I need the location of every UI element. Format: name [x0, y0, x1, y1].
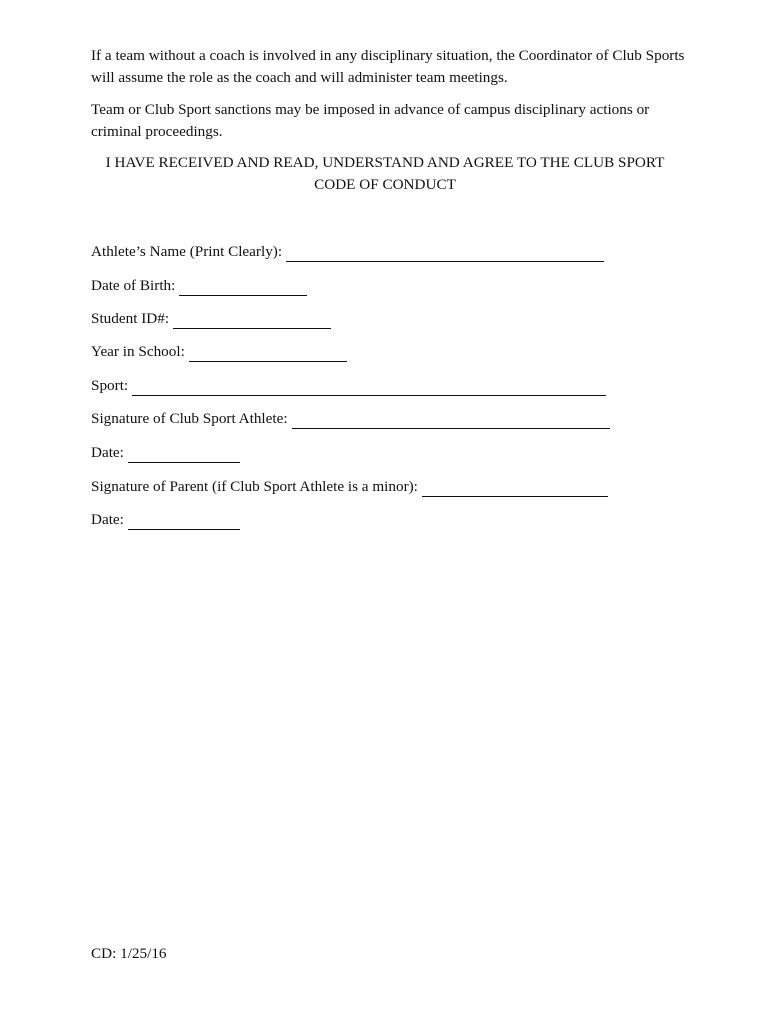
- date-of-birth-input[interactable]: [179, 279, 307, 296]
- athlete-signature-label: Signature of Club Sport Athlete:: [91, 410, 288, 427]
- agreement-heading-line1: I HAVE RECEIVED AND READ, UNDERSTAND AND AGREE TO THE CLUB SPORT: [105, 154, 665, 171]
- date-of-birth-label: Date of Birth:: [91, 277, 176, 294]
- student-id-input[interactable]: [173, 312, 331, 329]
- student-id-field: [91, 309, 331, 329]
- student-id-label: Student ID#:: [91, 310, 170, 327]
- parent-signature-field: [91, 477, 608, 497]
- revision-code: CD: 1/25/16: [91, 945, 167, 962]
- athlete-date-field: [91, 443, 240, 463]
- agreement-heading-line2: CODE OF CONDUCT: [314, 176, 456, 193]
- year-in-school-input[interactable]: [189, 345, 347, 362]
- parent-signature-label: Signature of Parent (if Club Sport Athlete is a minor):: [91, 478, 418, 495]
- sanctions-paragraph: Team or Club Sport sanctions may be imposed in advance of campus disciplinary actions or criminal proceedings.: [91, 101, 650, 140]
- parent-date-label: Date:: [91, 511, 124, 528]
- athlete-date-input[interactable]: [128, 446, 240, 463]
- athlete-date-label: Date:: [91, 444, 124, 461]
- year-in-school-label: Year in School:: [91, 343, 185, 360]
- parent-signature-input[interactable]: [422, 480, 608, 497]
- athlete-name-input[interactable]: [286, 245, 604, 262]
- year-in-school-field: [91, 342, 347, 362]
- athlete-name-field: [91, 242, 604, 262]
- athlete-signature-field: [91, 409, 610, 429]
- athlete-signature-input[interactable]: [292, 412, 610, 429]
- coach-paragraph: If a team without a coach is involved in any disciplinary situation, the Coordinator of Club Sports will assume the role as the coach and will administer team meetings.: [91, 47, 685, 86]
- agreement-heading: [80, 152, 690, 196]
- sport-input[interactable]: [132, 379, 606, 396]
- sport-field: [91, 376, 606, 396]
- athlete-name-label: Athlete’s Name (Print Clearly):: [91, 243, 283, 260]
- sport-label: Sport:: [91, 377, 129, 394]
- date-of-birth-field: [91, 276, 307, 296]
- parent-date-field: [91, 510, 240, 530]
- parent-date-input[interactable]: [128, 513, 240, 530]
